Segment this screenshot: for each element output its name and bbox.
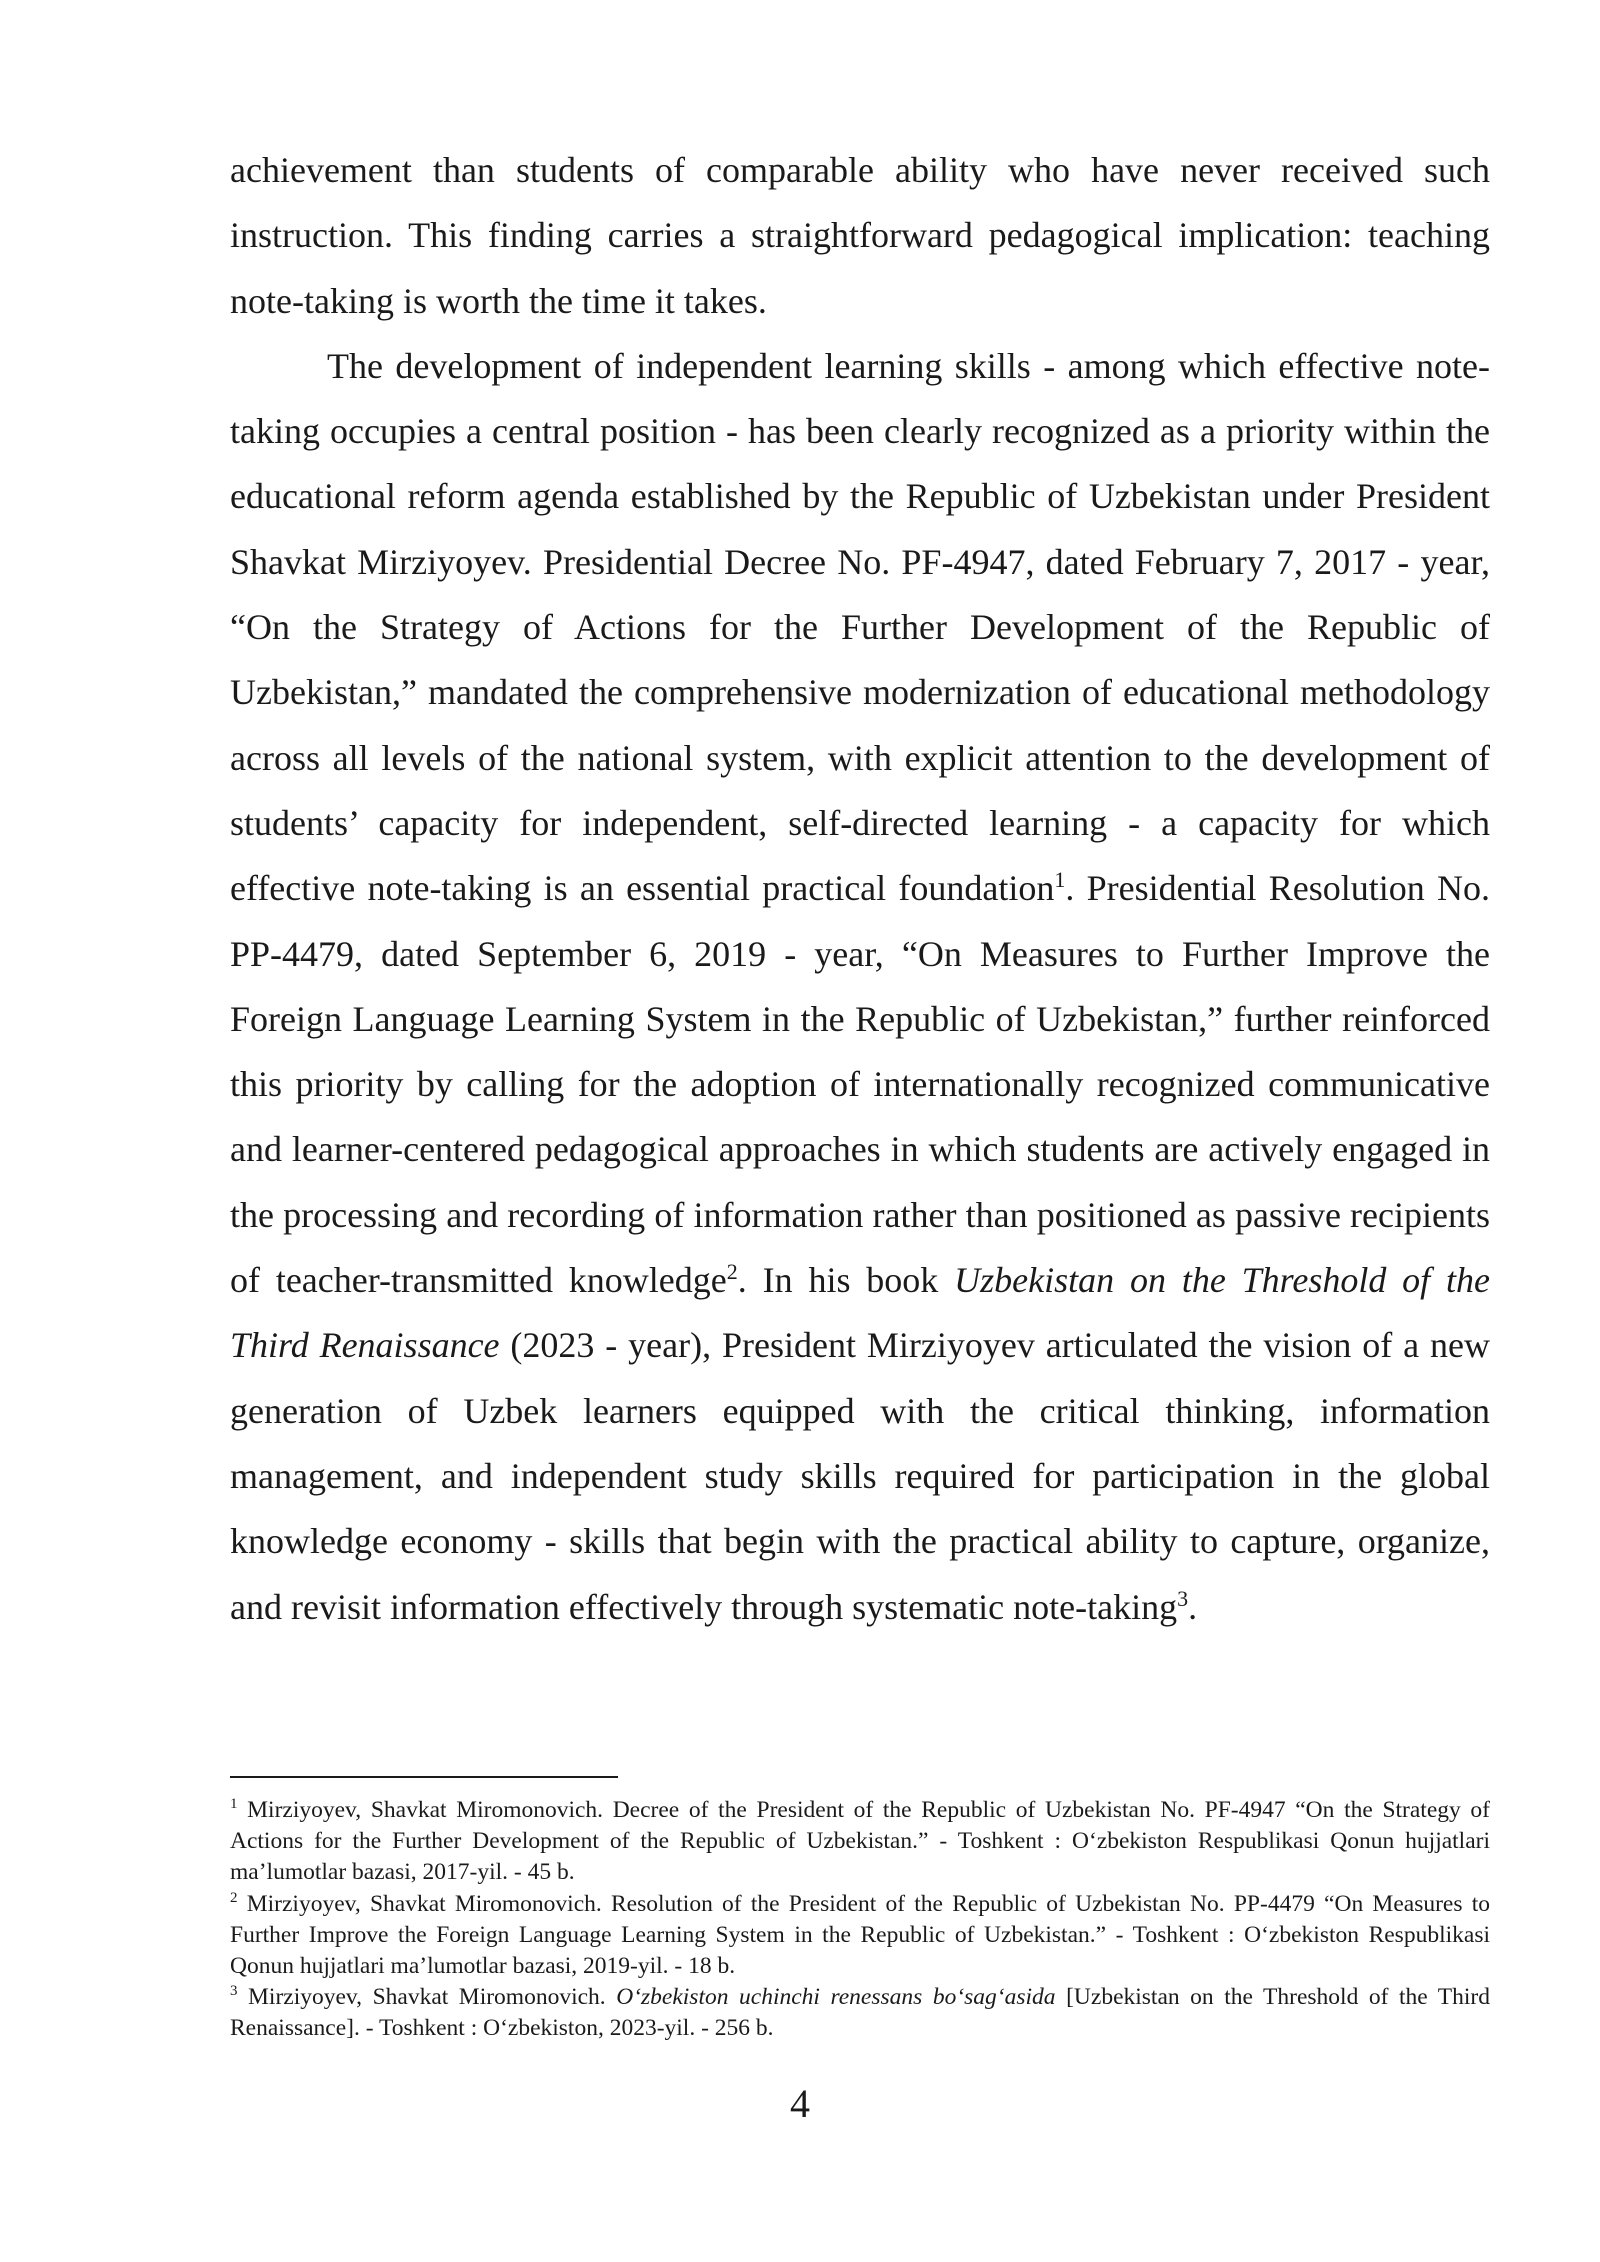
footnote-1-mark: 1	[230, 1796, 238, 1813]
footnote-3-title: O‘zbekiston uchinchi renessans bo‘sag‘asida	[616, 1984, 1056, 2011]
paragraph-2	[230, 334, 1490, 1640]
footnote-3-text-a: Mirziyoyev, Shavkat Miromonovich.	[237, 1984, 617, 2011]
main-text	[230, 138, 1490, 1640]
footnotes	[230, 1795, 1490, 2045]
paragraph-1-text: achievement than students of comparable ability who have never received such instruction. This finding carries a straightforward pedagogical implication: teaching note-taking is worth the time it takes.	[230, 150, 1490, 321]
paragraph-2-text-d: (2023 - year), President Mirziyoyev articulated the vision of a new generation of Uzbek learners equipped with the critical thinking, information management, and independent study skills required for participation in the global knowledge economy - skills that begin with the practical ability to capture, organize, and revisit information effectively through systematic note-taking	[230, 1325, 1490, 1627]
footnote-divider	[230, 1776, 618, 1778]
paragraph-2-text-a: The development of independent learning skills - among which effective note-taking occupies a central position - has been clearly recognized as a priority within the educational reform agenda established by the Republic of Uzbekistan under President Shavkat Mirziyoyev. Presidential Decree No. PF-4947, dated February 7, 2017 - year, “On the Strategy of Actions for the Further Development of the Republic of Uzbekistan,” mandated the comprehensive modernization of educational methodology across all levels of the national system, with explicit attention to the development of students’ capacity for independent, self-directed learning - a capacity for which effective note-taking is an essential practical foundation	[230, 345, 1490, 909]
book-title: Uzbekistan on the Threshold of the Third Renaissance	[230, 1260, 1490, 1366]
page-number: 4	[790, 2081, 810, 2126]
footnote-3	[230, 1982, 1490, 2044]
footnote-1-text: Mirziyoyev, Shavkat Miromonovich. Decree of the President of the Republic of Uzbekistan No. PF-4947 “On the Strategy of Actions for the Further Development of the Republic of Uzbekistan.” - Toshkent : O‘zbekiston Respublikasi Qonun hujjatlari ma’lumotlar bazasi, 2017-yil. - 45 b.	[230, 1797, 1490, 1886]
footnote-ref-2: 2	[726, 1259, 738, 1285]
paragraph-1	[230, 138, 1490, 334]
paragraph-2-text-b: . Presidential Resolution No. PP-4479, dated September 6, 2019 - year, “On Measures to Further Improve the Foreign Language Learning System in the Republic of Uzbekistan,” further reinforced this priority by calling for the adoption of internationally recognized communicative and learner-centered pedagogical approaches in which students are actively engaged in the processing and recording of information rather than positioned as passive recipients of teacher-transmitted knowledge	[230, 868, 1490, 1301]
paragraph-2-text-c: . In his book	[737, 1260, 955, 1301]
footnote-1	[230, 1795, 1490, 1889]
footnote-3-text-b: [Uzbekistan on the Threshold of the Third Renaissance]. - Toshkent : O‘zbekiston, 2023-yil. - 256 b.	[230, 1984, 1491, 2042]
footnote-2	[230, 1889, 1490, 1983]
footnote-3-mark: 3	[230, 1983, 238, 2000]
footnote-2-text: Mirziyoyev, Shavkat Miromonovich. Resolution of the President of the Republic of Uzbekistan No. PP-4479 “On Measures to Further Improve the Foreign Language Learning System in the Republic of Uzbekistan.” - Toshkent : O‘zbekiston Respublikasi Qonun hujjatlari ma’lumotlar bazasi, 2019-yil. - 18 b.	[230, 1890, 1490, 1980]
footnote-ref-1: 1	[1054, 867, 1066, 893]
footnote-ref-3: 3	[1177, 1585, 1189, 1611]
paragraph-2-text-e: .	[1188, 1586, 1198, 1627]
footnote-2-mark: 2	[230, 1889, 238, 1906]
